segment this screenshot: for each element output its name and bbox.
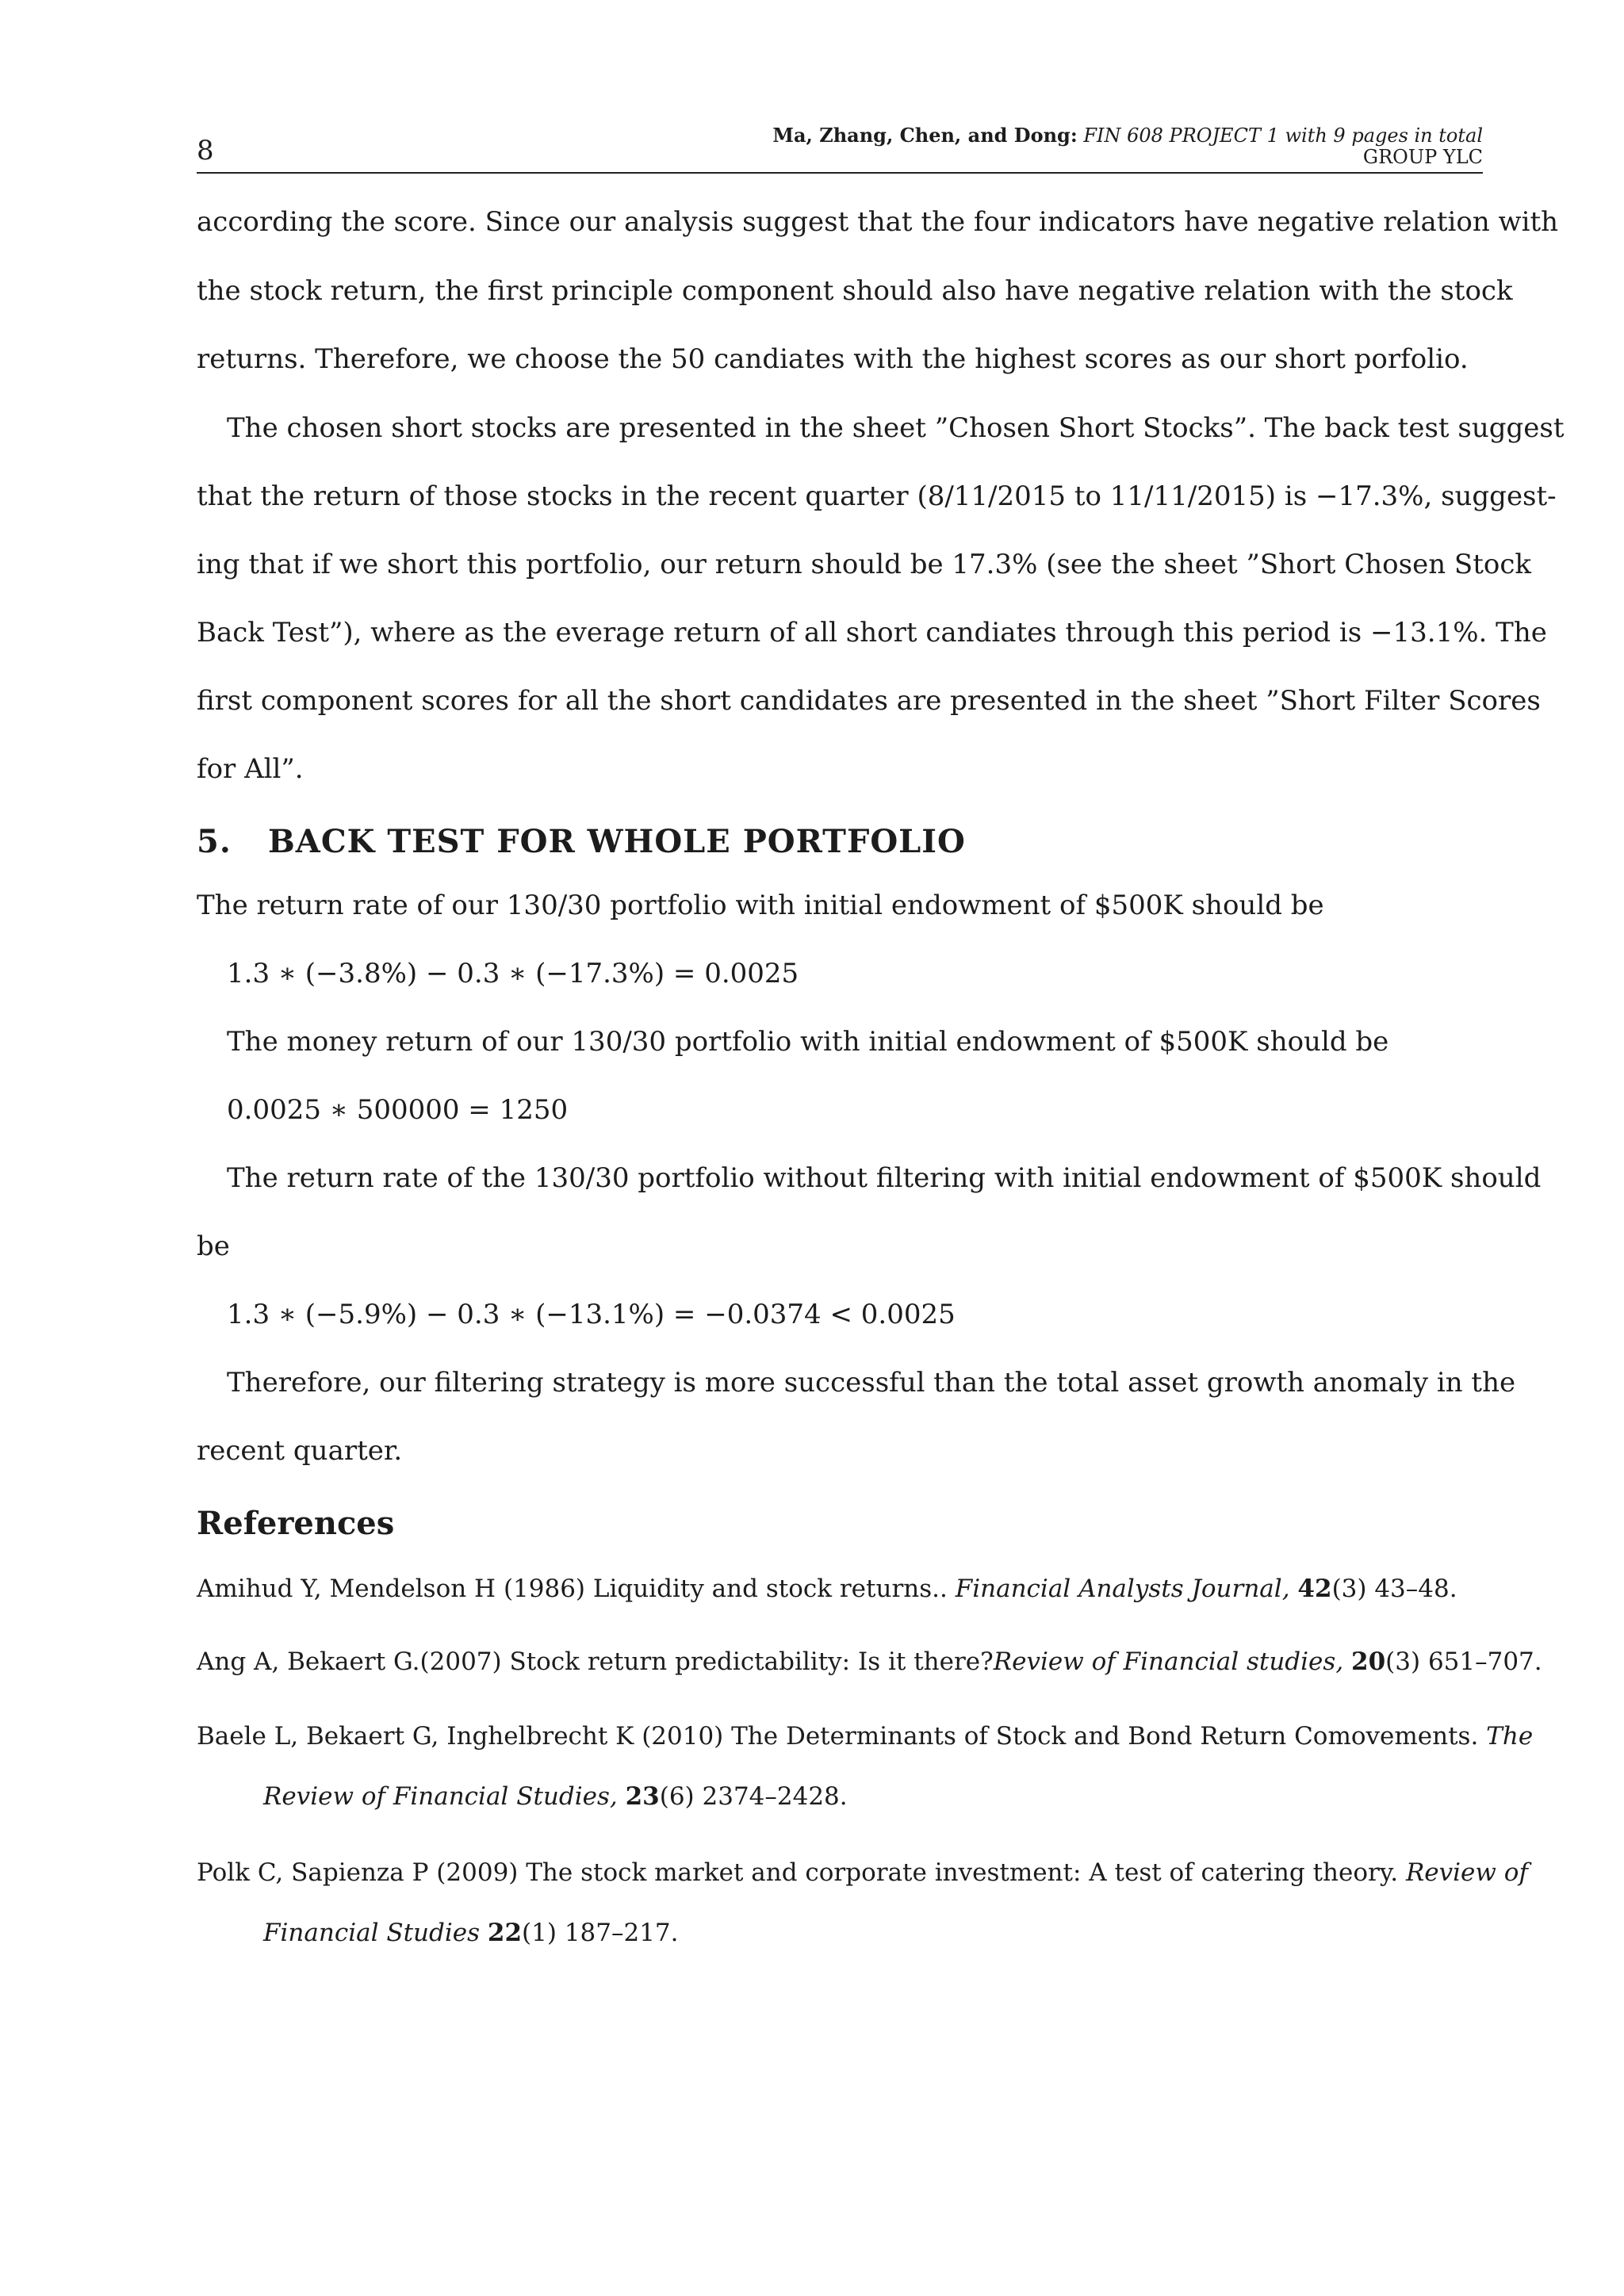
- body-line: Back Test”), where as the everage return of all short candiates through this period is −13.1%. The: [197, 617, 1547, 649]
- body-line: The return rate of our 130/30 portfolio with initial endowment of $500K should be: [197, 890, 1324, 921]
- running-header: [772, 124, 1483, 147]
- body-line: according the score. Since our analysis suggest that the four indicators have negative relation with: [197, 206, 1559, 238]
- header-authors: Ma, Zhang, Chen, and Dong:: [772, 124, 1078, 147]
- header-rule: [197, 172, 1483, 174]
- equation: 1.3 ∗ (−5.9%) − 0.3 ∗ (−13.1%) = −0.0374 < 0.0025: [227, 1299, 956, 1330]
- reference-item: Polk C, Sapienza P (2009) The stock market and corporate investment: A test of catering theory. Review of: [197, 1858, 1528, 1887]
- equation: 1.3 ∗ (−3.8%) − 0.3 ∗ (−17.3%) = 0.0025: [227, 958, 799, 989]
- reference-item: Baele L, Bekaert G, Inghelbrecht K (2010) The Determinants of Stock and Bond Return Comovements. The: [197, 1722, 1534, 1751]
- body-line: The return rate of the 130/30 portfolio without filtering with initial endowment of $500K should: [227, 1162, 1542, 1194]
- body-line: recent quarter.: [197, 1435, 403, 1467]
- body-line: The money return of our 130/30 portfolio with initial endowment of $500K should be: [227, 1026, 1389, 1058]
- body-line: Therefore, our filtering strategy is more successful than the total asset growth anomaly in the: [227, 1367, 1516, 1399]
- page-number: 8: [197, 135, 214, 166]
- body-line: returns. Therefore, we choose the 50 candiates with the highest scores as our short porfolio.: [197, 343, 1469, 375]
- body-line: that the return of those stocks in the recent quarter (8/11/2015 to 11/11/2015) is −17.3%, suggest-: [197, 480, 1557, 512]
- reference-item: Ang A, Bekaert G.(2007) Stock return predictability: Is it there?Review of Financial studies, 20(3) 651–707.: [197, 1647, 1542, 1676]
- body-line: the stock return, the first principle component should also have negative relation with the stock: [197, 275, 1513, 307]
- reference-item-continued: Financial Studies 22(1) 187–217.: [263, 1919, 679, 1947]
- body-line: ing that if we short this portfolio, our return should be 17.3% (see the sheet ”Short Chosen Stock: [197, 549, 1531, 580]
- body-line: for All”.: [197, 753, 304, 785]
- equation: 0.0025 ∗ 500000 = 1250: [227, 1094, 569, 1126]
- reference-item-continued: Review of Financial Studies, 23(6) 2374–2428.: [263, 1782, 848, 1811]
- body-line: The chosen short stocks are presented in the sheet ”Chosen Short Stocks”. The back test suggest: [227, 412, 1565, 444]
- reference-item: Amihud Y, Mendelson H (1986) Liquidity and stock returns.. Financial Analysts Journal, 42(3) 43–48.: [197, 1575, 1457, 1603]
- body-line: be: [197, 1230, 230, 1262]
- header-title: FIN 608 PROJECT 1 with 9 pages in total: [1083, 124, 1483, 147]
- section-title: BACK TEST FOR WHOLE PORTFOLIO: [268, 823, 966, 860]
- section-heading: [197, 825, 1483, 859]
- header-group: GROUP YLC: [1362, 146, 1483, 168]
- section-number: 5.: [197, 823, 232, 860]
- body-line: first component scores for all the short candidates are presented in the sheet ”Short Filter Scores: [197, 685, 1541, 717]
- references-heading: References: [197, 1505, 395, 1542]
